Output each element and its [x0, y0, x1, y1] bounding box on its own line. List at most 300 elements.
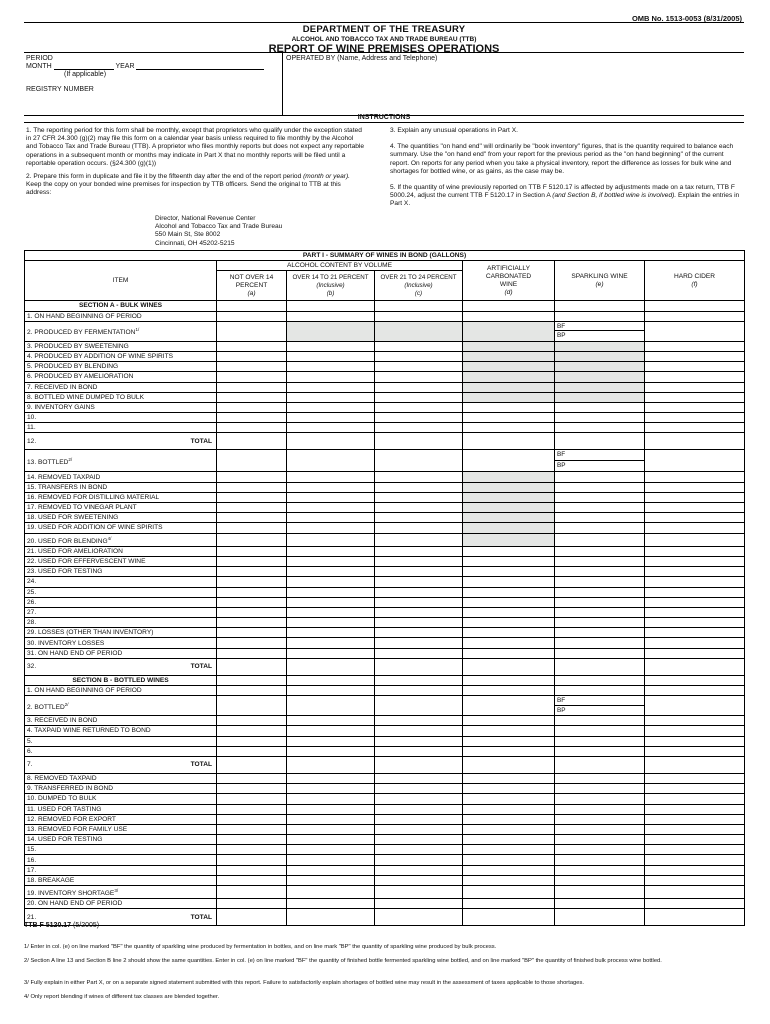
entry-cell[interactable]	[287, 794, 375, 804]
entry-cell[interactable]	[645, 618, 745, 628]
entry-cell[interactable]	[463, 716, 555, 726]
entry-cell[interactable]	[555, 567, 645, 577]
entry-cell[interactable]	[555, 577, 645, 587]
entry-cell[interactable]	[287, 607, 375, 617]
entry-cell[interactable]	[217, 784, 287, 794]
entry-cell[interactable]	[287, 362, 375, 372]
entry-cell[interactable]	[375, 746, 463, 756]
entry-cell[interactable]	[287, 413, 375, 423]
entry-cell[interactable]	[555, 886, 645, 899]
entry-cell[interactable]	[555, 628, 645, 638]
entry-cell[interactable]	[375, 716, 463, 726]
entry-cell[interactable]	[217, 372, 287, 382]
bf-bp-cell[interactable]	[555, 321, 645, 341]
entry-cell[interactable]	[287, 392, 375, 402]
entry-cell[interactable]	[463, 423, 555, 433]
entry-cell[interactable]	[217, 311, 287, 321]
entry-cell[interactable]	[645, 382, 745, 392]
entry-cell[interactable]	[555, 413, 645, 423]
entry-cell[interactable]	[217, 865, 287, 875]
entry-cell[interactable]	[287, 899, 375, 909]
entry-cell[interactable]	[645, 533, 745, 546]
entry-cell[interactable]	[645, 686, 745, 696]
entry-cell[interactable]	[217, 845, 287, 855]
entry-cell[interactable]	[217, 726, 287, 736]
entry-cell[interactable]	[463, 804, 555, 814]
entry-cell[interactable]	[375, 773, 463, 783]
entry-cell[interactable]	[217, 909, 287, 926]
entry-cell[interactable]	[375, 513, 463, 523]
entry-cell[interactable]	[217, 450, 287, 472]
entry-cell[interactable]	[217, 577, 287, 587]
year-field[interactable]	[136, 69, 264, 70]
entry-cell[interactable]	[555, 503, 645, 513]
entry-cell[interactable]	[463, 618, 555, 628]
entry-cell[interactable]	[645, 372, 745, 382]
entry-cell[interactable]	[555, 597, 645, 607]
entry-cell[interactable]	[463, 736, 555, 746]
entry-cell[interactable]	[555, 909, 645, 926]
entry-cell[interactable]	[375, 597, 463, 607]
entry-cell[interactable]	[555, 658, 645, 675]
entry-cell[interactable]	[217, 392, 287, 402]
bf-bp-cell[interactable]	[555, 450, 645, 472]
entry-cell[interactable]	[287, 351, 375, 361]
entry-cell[interactable]	[375, 533, 463, 546]
entry-cell[interactable]	[287, 618, 375, 628]
entry-cell[interactable]	[287, 675, 375, 685]
entry-cell[interactable]	[287, 577, 375, 587]
entry-cell[interactable]	[287, 567, 375, 577]
entry-cell[interactable]	[555, 513, 645, 523]
entry-cell[interactable]	[375, 341, 463, 351]
entry-cell[interactable]	[375, 899, 463, 909]
entry-cell[interactable]	[555, 607, 645, 617]
entry-cell[interactable]	[645, 577, 745, 587]
entry-cell[interactable]	[463, 899, 555, 909]
entry-cell[interactable]	[375, 824, 463, 834]
entry-cell[interactable]	[375, 492, 463, 502]
entry-cell[interactable]	[463, 845, 555, 855]
entry-cell[interactable]	[217, 556, 287, 566]
entry-cell[interactable]	[217, 597, 287, 607]
entry-cell[interactable]	[463, 794, 555, 804]
entry-cell[interactable]	[555, 794, 645, 804]
entry-cell[interactable]	[217, 804, 287, 814]
entry-cell[interactable]	[645, 503, 745, 513]
entry-cell[interactable]	[645, 794, 745, 804]
entry-cell[interactable]	[555, 648, 645, 658]
entry-cell[interactable]	[217, 321, 287, 341]
entry-cell[interactable]	[217, 533, 287, 546]
entry-cell[interactable]	[217, 794, 287, 804]
entry-cell[interactable]	[217, 503, 287, 513]
entry-cell[interactable]	[217, 875, 287, 885]
entry-cell[interactable]	[555, 814, 645, 824]
entry-cell[interactable]	[463, 686, 555, 696]
entry-cell[interactable]	[555, 492, 645, 502]
entry-cell[interactable]	[375, 686, 463, 696]
entry-cell[interactable]	[645, 413, 745, 423]
entry-cell[interactable]	[645, 899, 745, 909]
entry-cell[interactable]	[463, 835, 555, 845]
entry-cell[interactable]	[645, 865, 745, 875]
entry-cell[interactable]	[217, 658, 287, 675]
entry-cell[interactable]	[287, 513, 375, 523]
entry-cell[interactable]	[645, 341, 745, 351]
entry-cell[interactable]	[375, 402, 463, 412]
entry-cell[interactable]	[375, 835, 463, 845]
entry-cell[interactable]	[287, 648, 375, 658]
entry-cell[interactable]	[217, 824, 287, 834]
entry-cell[interactable]	[287, 472, 375, 482]
entry-cell[interactable]	[217, 756, 287, 773]
entry-cell[interactable]	[375, 865, 463, 875]
entry-cell[interactable]	[645, 658, 745, 675]
entry-cell[interactable]	[375, 845, 463, 855]
entry-cell[interactable]	[217, 835, 287, 845]
entry-cell[interactable]	[375, 450, 463, 472]
entry-cell[interactable]	[555, 556, 645, 566]
entry-cell[interactable]	[217, 472, 287, 482]
entry-cell[interactable]	[287, 628, 375, 638]
entry-cell[interactable]	[645, 597, 745, 607]
entry-cell[interactable]	[375, 607, 463, 617]
entry-cell[interactable]	[375, 472, 463, 482]
entry-cell[interactable]	[217, 886, 287, 899]
entry-cell[interactable]	[375, 503, 463, 513]
entry-cell[interactable]	[217, 301, 287, 311]
entry-cell[interactable]	[287, 533, 375, 546]
entry-cell[interactable]	[463, 648, 555, 658]
entry-cell[interactable]	[645, 824, 745, 834]
entry-cell[interactable]	[217, 736, 287, 746]
entry-cell[interactable]	[287, 855, 375, 865]
entry-cell[interactable]	[287, 638, 375, 648]
entry-cell[interactable]	[375, 392, 463, 402]
entry-cell[interactable]	[555, 638, 645, 648]
entry-cell[interactable]	[555, 587, 645, 597]
entry-cell[interactable]	[645, 567, 745, 577]
entry-cell[interactable]	[645, 773, 745, 783]
entry-cell[interactable]	[645, 351, 745, 361]
entry-cell[interactable]	[463, 675, 555, 685]
entry-cell[interactable]	[375, 587, 463, 597]
entry-cell[interactable]	[463, 756, 555, 773]
entry-cell[interactable]	[555, 875, 645, 885]
entry-cell[interactable]	[645, 756, 745, 773]
entry-cell[interactable]	[375, 311, 463, 321]
entry-cell[interactable]	[645, 675, 745, 685]
entry-cell[interactable]	[375, 628, 463, 638]
entry-cell[interactable]	[463, 587, 555, 597]
entry-cell[interactable]	[645, 321, 745, 341]
entry-cell[interactable]	[645, 607, 745, 617]
entry-cell[interactable]	[217, 899, 287, 909]
entry-cell[interactable]	[645, 587, 745, 597]
entry-cell[interactable]	[217, 814, 287, 824]
entry-cell[interactable]	[463, 746, 555, 756]
entry-cell[interactable]	[555, 899, 645, 909]
entry-cell[interactable]	[463, 577, 555, 587]
entry-cell[interactable]	[645, 362, 745, 372]
entry-cell[interactable]	[287, 523, 375, 533]
entry-cell[interactable]	[217, 746, 287, 756]
entry-cell[interactable]	[645, 835, 745, 845]
entry-cell[interactable]	[217, 773, 287, 783]
entry-cell[interactable]	[287, 886, 375, 899]
entry-cell[interactable]	[287, 341, 375, 351]
entry-cell[interactable]	[645, 628, 745, 638]
entry-cell[interactable]	[287, 865, 375, 875]
entry-cell[interactable]	[287, 546, 375, 556]
entry-cell[interactable]	[375, 301, 463, 311]
entry-cell[interactable]	[555, 716, 645, 726]
entry-cell[interactable]	[287, 301, 375, 311]
entry-cell[interactable]	[217, 567, 287, 577]
entry-cell[interactable]	[287, 784, 375, 794]
entry-cell[interactable]	[217, 482, 287, 492]
entry-cell[interactable]	[645, 638, 745, 648]
entry-cell[interactable]	[463, 433, 555, 450]
entry-cell[interactable]	[645, 523, 745, 533]
entry-cell[interactable]	[463, 726, 555, 736]
entry-cell[interactable]	[555, 533, 645, 546]
entry-cell[interactable]	[463, 824, 555, 834]
entry-cell[interactable]	[645, 875, 745, 885]
entry-cell[interactable]	[375, 523, 463, 533]
entry-cell[interactable]	[555, 784, 645, 794]
entry-cell[interactable]	[287, 686, 375, 696]
entry-cell[interactable]	[217, 492, 287, 502]
entry-cell[interactable]	[287, 372, 375, 382]
entry-cell[interactable]	[463, 638, 555, 648]
entry-cell[interactable]	[645, 433, 745, 450]
entry-cell[interactable]	[375, 567, 463, 577]
entry-cell[interactable]	[645, 546, 745, 556]
entry-cell[interactable]	[555, 402, 645, 412]
entry-cell[interactable]	[463, 875, 555, 885]
entry-cell[interactable]	[555, 433, 645, 450]
entry-cell[interactable]	[217, 413, 287, 423]
entry-cell[interactable]	[287, 382, 375, 392]
entry-cell[interactable]	[217, 382, 287, 392]
entry-cell[interactable]	[463, 301, 555, 311]
entry-cell[interactable]	[463, 450, 555, 472]
entry-cell[interactable]	[217, 696, 287, 716]
entry-cell[interactable]	[375, 546, 463, 556]
entry-cell[interactable]	[463, 311, 555, 321]
entry-cell[interactable]	[463, 628, 555, 638]
entry-cell[interactable]	[645, 482, 745, 492]
entry-cell[interactable]	[217, 362, 287, 372]
operated-by-field[interactable]	[286, 55, 736, 113]
entry-cell[interactable]	[375, 886, 463, 899]
entry-cell[interactable]	[555, 686, 645, 696]
entry-cell[interactable]	[645, 886, 745, 899]
entry-cell[interactable]	[555, 756, 645, 773]
entry-cell[interactable]	[287, 402, 375, 412]
month-field[interactable]	[54, 69, 114, 70]
entry-cell[interactable]	[217, 618, 287, 628]
entry-cell[interactable]	[217, 423, 287, 433]
entry-cell[interactable]	[287, 433, 375, 450]
entry-cell[interactable]	[287, 311, 375, 321]
entry-cell[interactable]	[375, 814, 463, 824]
entry-cell[interactable]	[645, 311, 745, 321]
entry-cell[interactable]	[287, 726, 375, 736]
entry-cell[interactable]	[375, 784, 463, 794]
entry-cell[interactable]	[375, 413, 463, 423]
entry-cell[interactable]	[645, 450, 745, 472]
entry-cell[interactable]	[287, 696, 375, 716]
entry-cell[interactable]	[217, 607, 287, 617]
entry-cell[interactable]	[555, 824, 645, 834]
entry-cell[interactable]	[217, 587, 287, 597]
entry-cell[interactable]	[555, 773, 645, 783]
entry-cell[interactable]	[217, 686, 287, 696]
entry-cell[interactable]	[375, 351, 463, 361]
entry-cell[interactable]	[463, 607, 555, 617]
entry-cell[interactable]	[645, 784, 745, 794]
entry-cell[interactable]	[375, 756, 463, 773]
entry-cell[interactable]	[463, 814, 555, 824]
entry-cell[interactable]	[287, 658, 375, 675]
entry-cell[interactable]	[287, 736, 375, 746]
entry-cell[interactable]	[463, 773, 555, 783]
entry-cell[interactable]	[375, 855, 463, 865]
entry-cell[interactable]	[555, 546, 645, 556]
entry-cell[interactable]	[463, 556, 555, 566]
entry-cell[interactable]	[645, 556, 745, 566]
entry-cell[interactable]	[375, 726, 463, 736]
entry-cell[interactable]	[555, 804, 645, 814]
entry-cell[interactable]	[645, 726, 745, 736]
entry-cell[interactable]	[375, 618, 463, 628]
entry-cell[interactable]	[287, 423, 375, 433]
entry-cell[interactable]	[287, 746, 375, 756]
entry-cell[interactable]	[645, 736, 745, 746]
bf-bp-cell[interactable]	[555, 696, 645, 716]
entry-cell[interactable]	[375, 696, 463, 716]
entry-cell[interactable]	[645, 845, 745, 855]
entry-cell[interactable]	[555, 736, 645, 746]
entry-cell[interactable]	[463, 886, 555, 899]
entry-cell[interactable]	[217, 402, 287, 412]
entry-cell[interactable]	[375, 638, 463, 648]
entry-cell[interactable]	[287, 482, 375, 492]
entry-cell[interactable]	[463, 855, 555, 865]
entry-cell[interactable]	[375, 675, 463, 685]
entry-cell[interactable]	[287, 824, 375, 834]
entry-cell[interactable]	[555, 855, 645, 865]
entry-cell[interactable]	[287, 756, 375, 773]
entry-cell[interactable]	[217, 523, 287, 533]
entry-cell[interactable]	[645, 513, 745, 523]
entry-cell[interactable]	[217, 628, 287, 638]
entry-cell[interactable]	[217, 648, 287, 658]
entry-cell[interactable]	[287, 845, 375, 855]
entry-cell[interactable]	[555, 472, 645, 482]
entry-cell[interactable]	[555, 675, 645, 685]
entry-cell[interactable]	[645, 301, 745, 311]
entry-cell[interactable]	[645, 909, 745, 926]
entry-cell[interactable]	[217, 638, 287, 648]
entry-cell[interactable]	[375, 658, 463, 675]
entry-cell[interactable]	[287, 716, 375, 726]
entry-cell[interactable]	[463, 784, 555, 794]
entry-cell[interactable]	[217, 341, 287, 351]
entry-cell[interactable]	[375, 736, 463, 746]
entry-cell[interactable]	[555, 865, 645, 875]
entry-cell[interactable]	[217, 546, 287, 556]
entry-cell[interactable]	[555, 746, 645, 756]
entry-cell[interactable]	[645, 746, 745, 756]
entry-cell[interactable]	[287, 773, 375, 783]
entry-cell[interactable]	[555, 835, 645, 845]
entry-cell[interactable]	[217, 716, 287, 726]
entry-cell[interactable]	[645, 472, 745, 482]
entry-cell[interactable]	[375, 794, 463, 804]
entry-cell[interactable]	[287, 804, 375, 814]
entry-cell[interactable]	[555, 482, 645, 492]
entry-cell[interactable]	[287, 875, 375, 885]
entry-cell[interactable]	[287, 909, 375, 926]
entry-cell[interactable]	[217, 855, 287, 865]
entry-cell[interactable]	[645, 648, 745, 658]
entry-cell[interactable]	[645, 423, 745, 433]
entry-cell[interactable]	[375, 382, 463, 392]
entry-cell[interactable]	[463, 402, 555, 412]
entry-cell[interactable]	[287, 492, 375, 502]
entry-cell[interactable]	[375, 804, 463, 814]
entry-cell[interactable]	[217, 513, 287, 523]
entry-cell[interactable]	[463, 865, 555, 875]
entry-cell[interactable]	[375, 482, 463, 492]
entry-cell[interactable]	[375, 577, 463, 587]
entry-cell[interactable]	[375, 648, 463, 658]
entry-cell[interactable]	[463, 658, 555, 675]
entry-cell[interactable]	[375, 556, 463, 566]
entry-cell[interactable]	[645, 804, 745, 814]
entry-cell[interactable]	[375, 362, 463, 372]
entry-cell[interactable]	[645, 855, 745, 865]
entry-cell[interactable]	[375, 372, 463, 382]
entry-cell[interactable]	[287, 814, 375, 824]
entry-cell[interactable]	[287, 503, 375, 513]
entry-cell[interactable]	[375, 423, 463, 433]
entry-cell[interactable]	[645, 392, 745, 402]
entry-cell[interactable]	[463, 413, 555, 423]
entry-cell[interactable]	[287, 450, 375, 472]
entry-cell[interactable]	[645, 492, 745, 502]
entry-cell[interactable]	[375, 433, 463, 450]
entry-cell[interactable]	[375, 909, 463, 926]
entry-cell[interactable]	[463, 567, 555, 577]
entry-cell[interactable]	[375, 875, 463, 885]
entry-cell[interactable]	[217, 675, 287, 685]
entry-cell[interactable]	[555, 618, 645, 628]
entry-cell[interactable]	[287, 587, 375, 597]
entry-cell[interactable]	[555, 301, 645, 311]
entry-cell[interactable]	[463, 546, 555, 556]
entry-cell[interactable]	[555, 311, 645, 321]
entry-cell[interactable]	[287, 597, 375, 607]
entry-cell[interactable]	[555, 845, 645, 855]
entry-cell[interactable]	[555, 523, 645, 533]
entry-cell[interactable]	[463, 909, 555, 926]
entry-cell[interactable]	[645, 814, 745, 824]
